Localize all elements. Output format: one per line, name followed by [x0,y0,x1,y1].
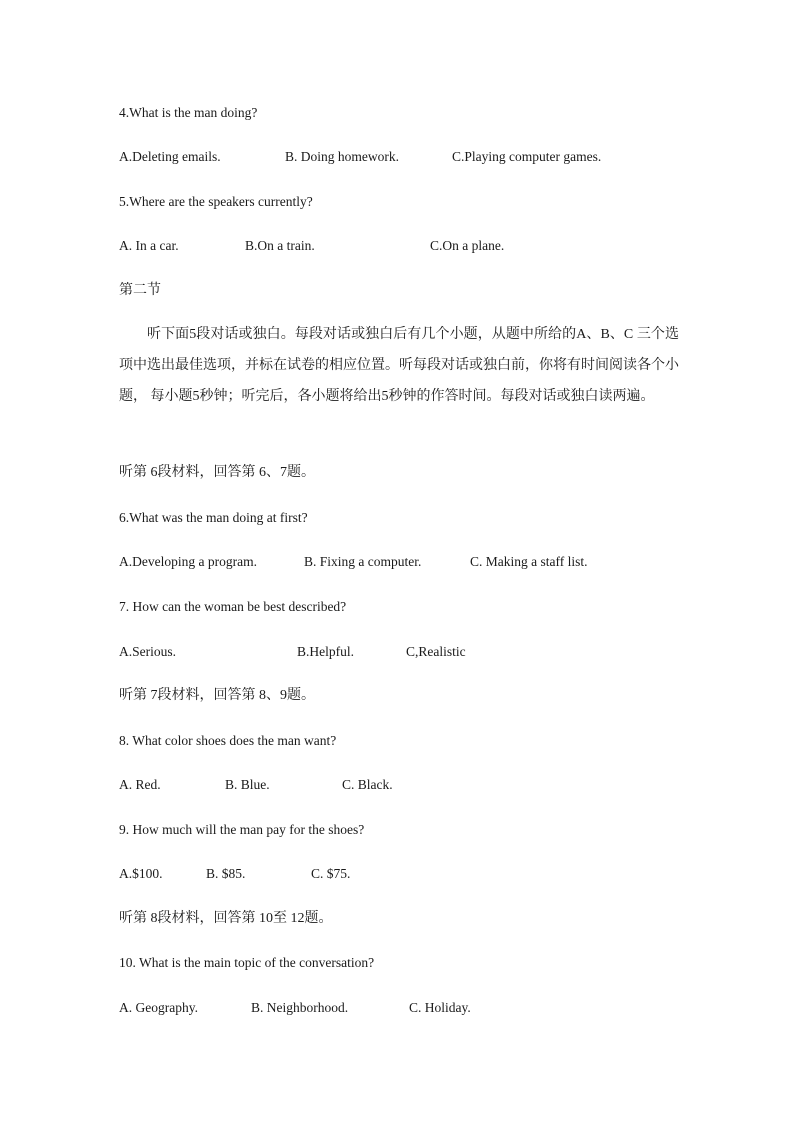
question-5-options [119,237,679,255]
question-5-option-b: B.On a train. [245,238,315,253]
question-5-stem: 5.Where are the speakers currently? [119,194,313,209]
question-7-option-b: B.Helpful. [297,644,354,659]
question-9-options [119,865,679,883]
question-10-option-b: B. Neighborhood. [251,1000,349,1015]
question-5-option-a: A. In a car. [119,238,179,253]
section-instructions: 听下面5段对话或独白。每段对话或独白后有几个小题，从题中所给的A、B、C 三个选项中选出最佳选项，并标在试卷的相应位置。听每段对话或独白前，你将有时间阅读各个小题， 每小题5秒钟；听完后，各小题将给出5秒钟的作答时间。每段对话或独白读两遍。 [119,327,679,404]
question-10-stem: 10. What is the main topic of the conversation? [119,955,375,970]
material-6-header: 听第 6段材料，回答第 6、7题。 [119,465,315,480]
question-6-stem: 6.What was the man doing at first? [119,510,308,525]
question-4-stem: 4.What is the man doing? [119,105,258,120]
question-4-option-a: A.Deleting emails. [119,149,221,164]
question-8-option-c: C. Black. [342,777,393,792]
section-title: 第二节 [119,283,161,298]
question-9-stem: 9. How much will the man pay for the shoes? [119,822,365,837]
question-9-option-a: A.$100. [119,866,163,881]
question-6-option-c: C. Making a staff list. [470,554,588,569]
question-8-stem: 8. What color shoes does the man want? [119,733,337,748]
question-5-option-c: C.On a plane. [430,238,505,253]
question-6-option-b: B. Fixing a computer. [304,554,422,569]
question-4-option-b: B. Doing homework. [285,149,399,164]
question-6-option-a: A.Developing a program. [119,554,257,569]
question-10-option-a: A. Geography. [119,1000,198,1015]
question-8-option-a: A. Red. [119,777,161,792]
question-7-option-a: A.Serious. [119,644,176,659]
question-4-options [119,148,679,166]
question-8-option-b: B. Blue. [225,777,270,792]
question-7-stem: 7. How can the woman be best described? [119,599,347,614]
question-4-option-c: C.Playing computer games. [452,149,602,164]
material-7-header: 听第 7段材料，回答第 8、9题。 [119,688,315,703]
question-7-options [119,643,679,661]
question-7-option-c: C,Realistic [406,644,466,659]
question-8-options [119,776,679,794]
question-6-options [119,553,679,571]
material-8-header: 听第 8段材料，回答第 10至 12题。 [119,911,333,926]
question-9-option-b: B. $85. [206,866,246,881]
question-10-option-c: C. Holiday. [409,1000,471,1015]
question-9-option-c: C. $75. [311,866,351,881]
question-10-options [119,999,679,1017]
